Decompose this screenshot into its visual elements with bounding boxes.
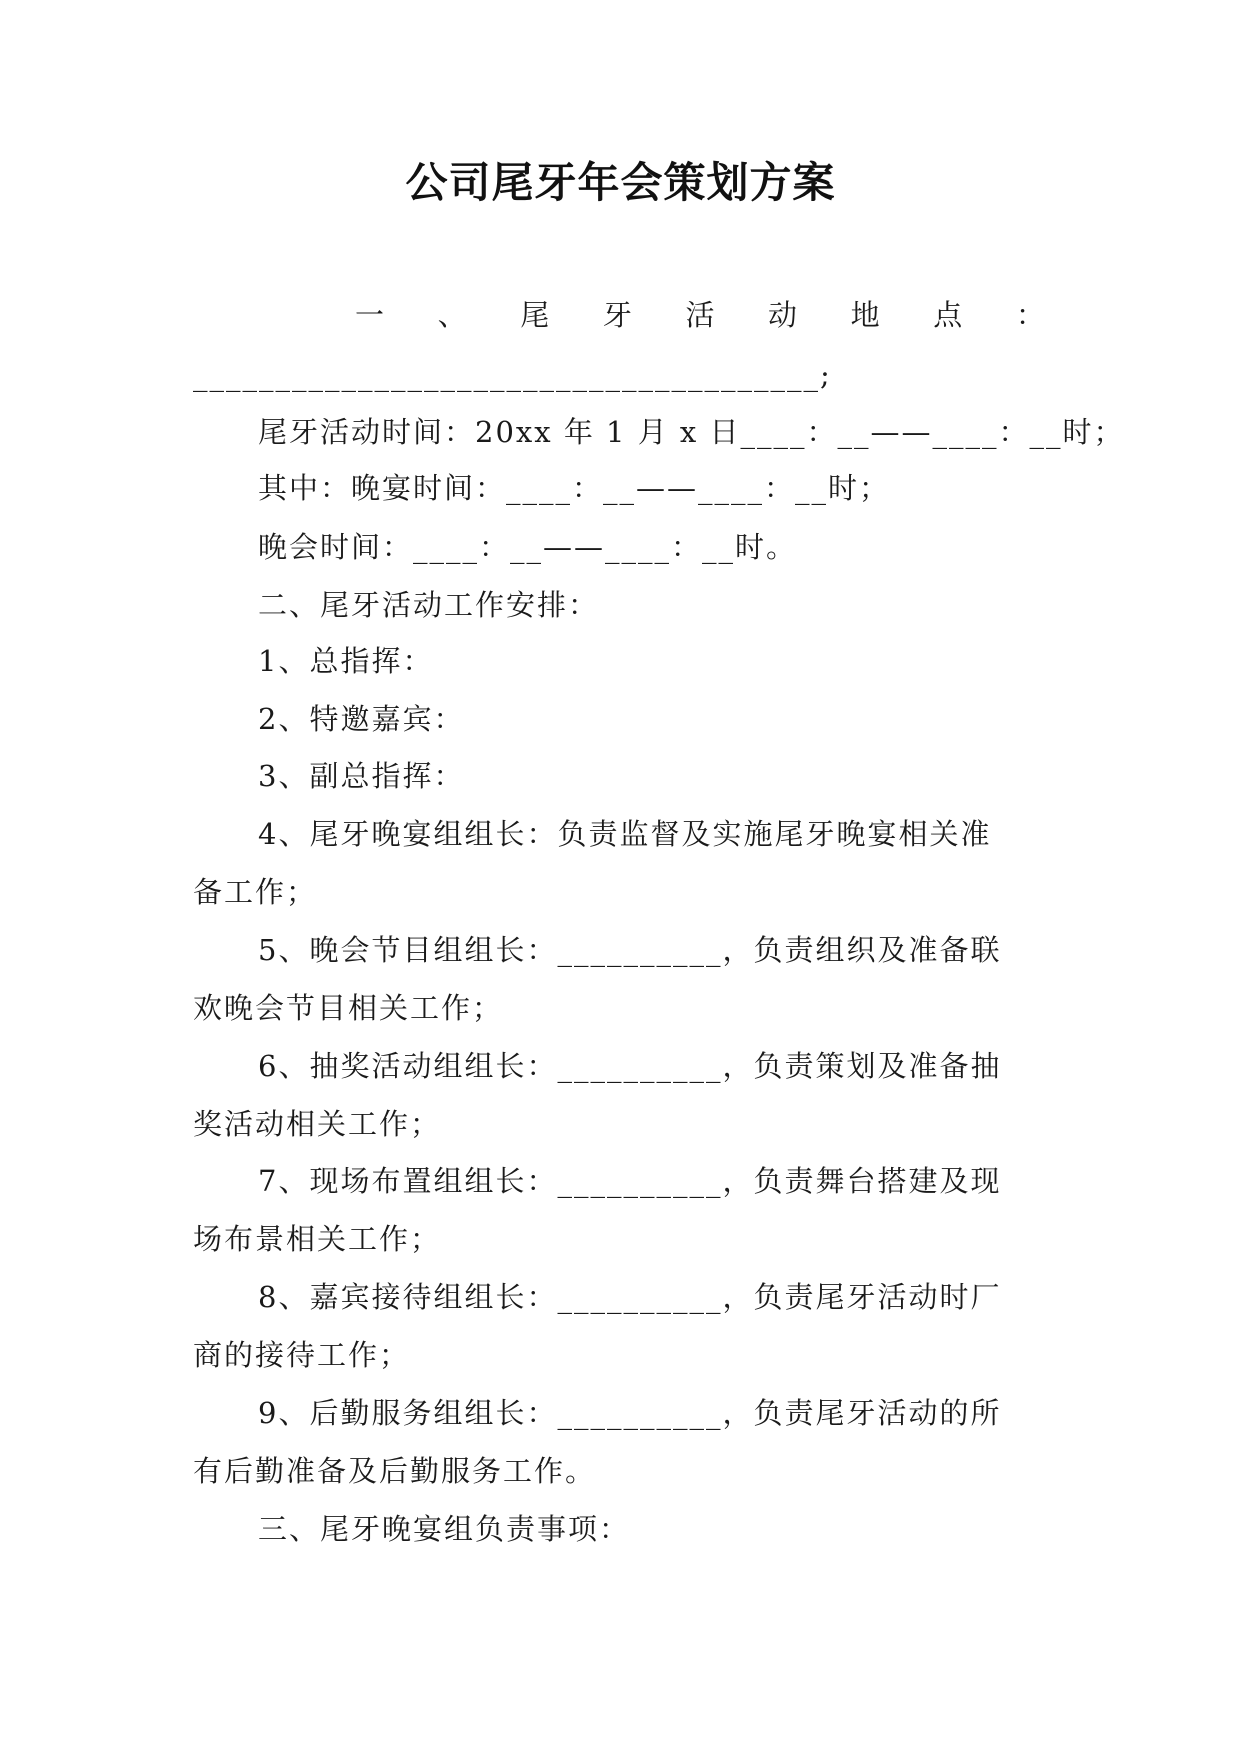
list-item-continuation: 场布景相关工作； (193, 1222, 442, 1256)
location-heading-char: 尾 (520, 298, 550, 332)
location-heading-char: 点 (933, 298, 963, 332)
list-item: 4、尾牙晚宴组组长：负责监督及实施尾牙晚宴相关准 (258, 817, 992, 851)
document-title: 公司尾牙年会策划方案 (405, 158, 836, 207)
location-heading-char: ： (1015, 298, 1045, 332)
list-item-continuation: 奖活动相关工作； (193, 1107, 442, 1141)
list-item: 2、特邀嘉宾： (258, 702, 465, 736)
list-item-continuation: 有后勤准备及后勤服务工作。 (193, 1454, 597, 1488)
list-item-continuation: 欢晚会节目相关工作； (193, 991, 504, 1025)
list-item: 5、晚会节目组组长：__________，负责组织及准备联 (258, 933, 1002, 967)
list-item: 8、嘉宾接待组组长：__________，负责尾牙活动时厂 (258, 1280, 1002, 1314)
list-item-continuation: 备工作； (193, 875, 318, 909)
paragraph-line: 其中：晚宴时间：____：__——____：__时； (258, 471, 891, 505)
location-blank-line: ______________________________________; (193, 358, 832, 392)
location-heading-char: 、 (437, 298, 467, 332)
list-item-continuation: 商的接待工作； (193, 1338, 411, 1372)
location-heading-char: 牙 (602, 298, 632, 332)
paragraph-line: 晚会时间：____：__——____：__时。 (258, 530, 798, 564)
list-item: 3、副总指挥： (258, 759, 465, 793)
location-heading-char: 一 (355, 298, 385, 332)
list-item: 1、总指挥： (258, 644, 434, 678)
paragraph-line: 尾牙活动时间：20xx 年 1 月 x 日____：__——____：__时； (258, 415, 1125, 449)
location-heading-char: 动 (768, 298, 798, 332)
list-item: 7、现场布置组组长：__________，负责舞台搭建及现 (258, 1164, 1002, 1198)
list-item: 6、抽奖活动组组长：__________，负责策划及准备抽 (258, 1049, 1002, 1083)
section-heading: 二、尾牙活动工作安排： (258, 588, 600, 622)
location-heading-char: 地 (850, 298, 880, 332)
section-heading: 三、尾牙晚宴组负责事项： (258, 1512, 631, 1546)
location-heading (355, 295, 1045, 335)
location-heading-char: 活 (685, 298, 715, 332)
list-item: 9、后勤服务组组长：__________，负责尾牙活动的所 (258, 1396, 1002, 1430)
